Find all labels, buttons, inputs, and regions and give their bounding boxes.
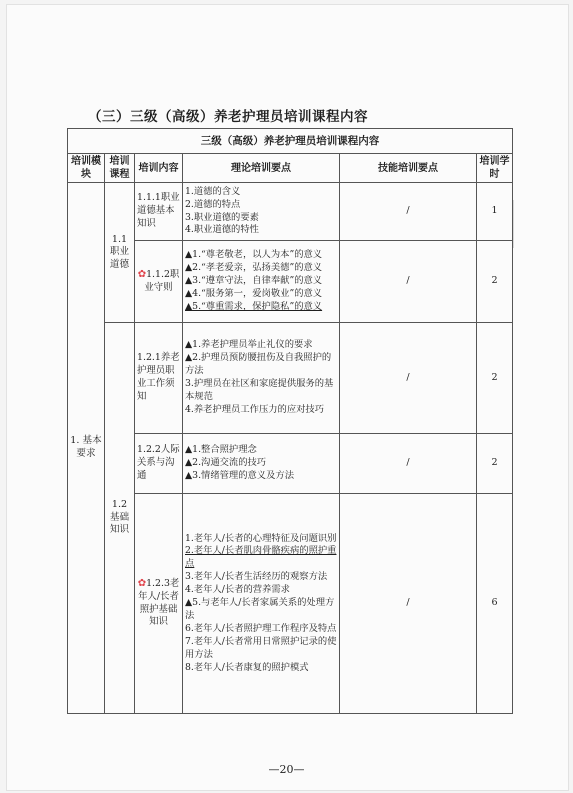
- theory-point: 4.老年人/长者的营养需求: [185, 584, 290, 596]
- skill-points: /: [340, 494, 477, 714]
- theory-point: 3.职业道德的要素: [185, 211, 259, 223]
- skill-points: /: [340, 323, 477, 434]
- theory-point: ▲2.“孝老爱亲，弘扬美德”的意义: [185, 262, 323, 274]
- training-hours: 2: [477, 434, 513, 494]
- content-code: [135, 241, 183, 323]
- course-table: [67, 128, 513, 714]
- theory-point: ▲1.“尊老敬老，以人为本”的意义: [185, 249, 323, 261]
- content-code-text: 1.1.2职业守则: [144, 268, 180, 293]
- training-hours: 2: [477, 323, 513, 434]
- content-code: [135, 183, 183, 241]
- theory-point: ▲4.“服务第一，爱岗敬业”的意义: [185, 287, 323, 299]
- theory-point: ▲2.沟通交流的技巧: [185, 457, 267, 469]
- theory-point: 1.老年人/长者的心理特征及问题识别: [185, 532, 337, 544]
- content-code-text: 1.2.1养老护理员职业工作须知: [137, 352, 180, 402]
- theory-point: 3.护理员在社区和家庭提供服务的基本规范: [185, 378, 334, 402]
- header-module: 培训模块: [68, 154, 105, 183]
- header-hours: 培训学时: [477, 154, 513, 183]
- module-cell: 1. 基本要求: [68, 183, 105, 714]
- theory-points: [183, 241, 340, 323]
- page-number: —20—: [268, 763, 305, 776]
- training-hours: 2: [477, 241, 513, 323]
- theory-point: 4.养老护理员工作压力的应对技巧: [185, 403, 325, 415]
- skill-points: /: [340, 241, 477, 323]
- theory-point: ▲1.养老护理员举止礼仪的要求: [185, 339, 313, 351]
- theory-point: 1.道德的含义: [185, 185, 241, 197]
- content-code-text: 1.2.3老年人/长者照护基础知识: [138, 577, 180, 628]
- theory-points: [183, 494, 340, 714]
- theory-point: 6.老年人/长者照护理工作程序及特点: [185, 622, 337, 634]
- theory-point: ▲1.整合照护理念: [185, 444, 257, 456]
- content-code-text: 1.1.1职业道德基本知识: [137, 192, 180, 229]
- theory-point: 2.老年人/长者肌肉骨骼疾病的照护重点: [185, 545, 337, 570]
- theory-point: 3.老年人/长者生活经历的观察方法: [185, 571, 328, 583]
- section-title: （三）三级（高级）养老护理员培训课程内容: [88, 109, 368, 125]
- theory-point: ▲5.与老年人/长者家属关系的处理方法: [185, 597, 335, 621]
- training-hours: 6: [477, 494, 513, 714]
- course-name: 1.2 基础知识: [105, 323, 135, 714]
- theory-point: 7.老年人/长者常用日常照护记录的使用方法: [185, 635, 337, 660]
- theory-point: ▲3.“遵章守法，自律奉献”的意义: [185, 275, 323, 287]
- theory-points: [183, 323, 340, 434]
- skill-points: /: [340, 434, 477, 494]
- skill-points: /: [340, 183, 477, 241]
- theory-point: ▲2.护理员预防腰扭伤及自我照护的方法: [185, 352, 332, 377]
- content-code-text: 1.2.2人际关系与沟通: [137, 444, 180, 481]
- training-hours: 1: [477, 183, 513, 241]
- theory-points: [183, 434, 340, 494]
- theory-point: ▲5.“尊重需求，保护隐私”的意义: [185, 300, 323, 312]
- flower-icon: ✿: [137, 268, 147, 280]
- header-content: 培训内容: [135, 154, 183, 183]
- header-skill: 技能培训要点: [340, 154, 477, 183]
- theory-point: 2.道德的特点: [185, 198, 241, 210]
- theory-point: ▲3.情绪管理的意义及方法: [185, 469, 294, 481]
- header-course: 培训课程: [105, 154, 135, 183]
- theory-point: 8.老年人/长者康复的照护模式: [185, 661, 309, 673]
- header-theory: 理论培训要点: [183, 154, 340, 183]
- theory-points: [183, 183, 340, 241]
- table-title: 三级（高级）养老护理员培训课程内容: [68, 129, 513, 154]
- content-code: [135, 434, 183, 494]
- content-code: [135, 494, 183, 714]
- course-name: 1.1 职业道德: [105, 183, 135, 323]
- flower-icon: ✿: [137, 577, 147, 589]
- content-code: [135, 323, 183, 434]
- theory-point: 4.职业道德的特性: [185, 224, 259, 236]
